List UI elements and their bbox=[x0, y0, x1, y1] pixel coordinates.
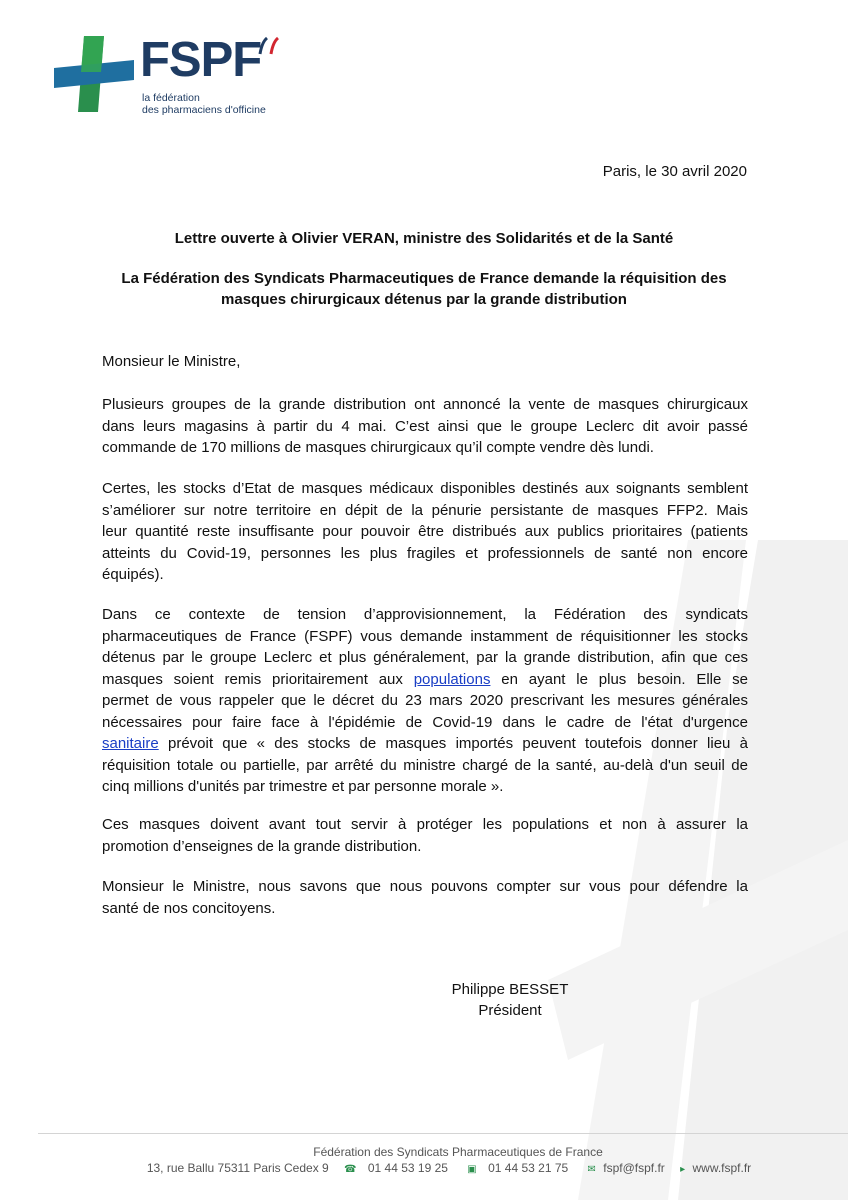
footer-phone: 01 44 53 19 25 bbox=[367, 1161, 448, 1175]
paragraph-1: Plusieurs groupes de la grande distribution ont annoncé la vente de masques chirurgicaux dans leurs magasins à partir du 4 mai. C’est ainsi que le groupe Leclerc dit avoir passé commande de 170 millions de masques chirurgicaux qu’il compte vendre dès lundi. bbox=[102, 396, 748, 456]
footer-website[interactable]: www.fspf.fr bbox=[692, 1161, 752, 1175]
salutation: Monsieur le Ministre, bbox=[102, 353, 241, 370]
footer-contact bbox=[50, 1161, 848, 1175]
footer-org: Fédération des Syndicats Pharmaceutiques de France bbox=[313, 1145, 603, 1159]
paragraph-4: Ces masques doivent avant tout servir à protéger les populations et non à assurer la promotion d’enseignes de la grande distribution. bbox=[102, 816, 748, 855]
web-icon: ▸ bbox=[680, 1164, 686, 1175]
logo-tagline: la fédération des pharmaciens d'officine bbox=[142, 92, 266, 116]
letter-subtitle: La Fédération des Syndicats Pharmaceutiques de France demande la réquisition des masques chirurgicaux détenus par la grande distribution bbox=[121, 270, 727, 308]
populations-link[interactable]: populations bbox=[413, 670, 491, 688]
signatory-name: Philippe BESSET bbox=[451, 981, 569, 998]
signature-block bbox=[420, 979, 600, 1021]
sanitaire-link[interactable]: sanitaire bbox=[102, 735, 159, 752]
logo-wordmark: FSPF bbox=[140, 33, 262, 87]
fspf-logo bbox=[54, 32, 294, 122]
letter-title: Lettre ouverte à Olivier VERAN, ministre des Solidarités et de la Santé bbox=[174, 230, 674, 247]
paragraph-2: Certes, les stocks d’Etat de masques médicaux disponibles destinés aux soignants semblent s’améliorer sur notre territoire en dépit de la pénurie persistante de masques FFP2. Mais leur quantité reste insuffisante pour pouvoir être distribués aux publics prioritaires (patients atteints du Covid-19, personnes les plus fragiles et professionnels de santé non encore équipés). bbox=[102, 480, 748, 583]
paragraph-3: Dans ce contexte de tension d’approvisionnement, la Fédération des syndicats pharmaceutiques de France (FSPF) vous demande instamment de réquisitionner les stocks détenus par le groupe Leclerc et plus généralement, par la grande distribution, afin que ces masques soient remis prioritairement aux populations en ayant le plus besoin. Elle se permet de vous rappeler que le décret du 23 mars 2020 prescrivant les mesures générales nécessaires pour faire face à l'épidémie de Covid-19 dans le cadre de l'état d'urgence sanitaire prévoit que « des stocks de masques importés peuvent toutefois donner lieu à réquisition totale ou partielle, par arrêté du ministre chargé de la santé, au-delà d'un seuil de cinq millions d'unités par trimestre et par personne morale ». bbox=[102, 606, 748, 795]
phone-icon: ☎ bbox=[344, 1164, 357, 1175]
fax-icon: ▣ bbox=[467, 1164, 477, 1175]
letter-date: Paris, le 30 avril 2020 bbox=[602, 163, 747, 180]
footer-divider bbox=[38, 1133, 848, 1134]
footer-address: 13, rue Ballu 75311 Paris Cedex 9 bbox=[146, 1161, 329, 1175]
signatory-role: Président bbox=[478, 1002, 542, 1019]
email-icon: ✉ bbox=[587, 1164, 596, 1175]
pharmacy-cross-icon bbox=[54, 32, 134, 116]
paragraph-5: Monsieur le Ministre, nous savons que nous pouvons compter sur vous pour défendre la santé de nos concitoyens. bbox=[102, 878, 748, 917]
french-flag-icon bbox=[258, 36, 280, 56]
footer-fax: 01 44 53 21 75 bbox=[488, 1161, 569, 1175]
footer-email[interactable]: fspf@fspf.fr bbox=[603, 1161, 665, 1175]
